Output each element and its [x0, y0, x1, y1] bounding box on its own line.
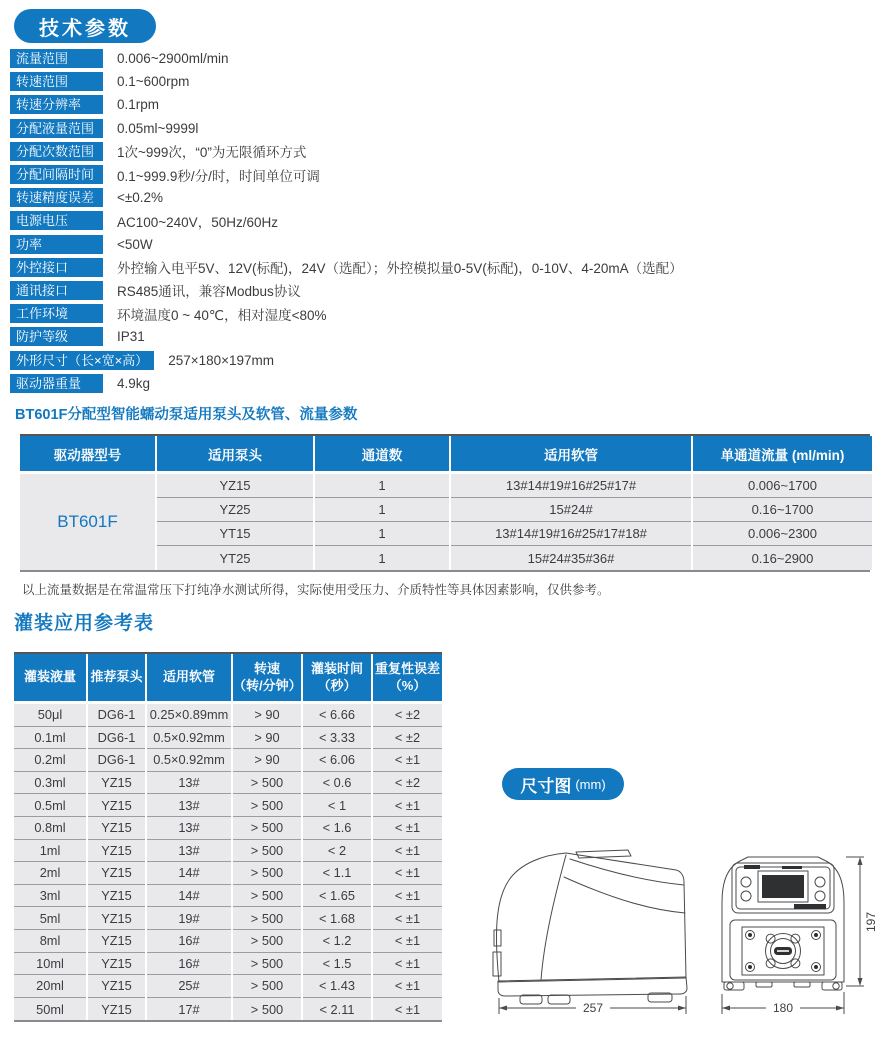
table-cell: 20ml: [14, 975, 86, 998]
table-cell: 0.5×0.92mm: [147, 727, 231, 750]
table-cell: < ±1: [373, 975, 442, 998]
spec-label: 分配次数范围: [10, 142, 103, 161]
table-cell: 13#14#19#16#25#17#18#: [451, 522, 691, 546]
table-cell: 0.25×0.89mm: [147, 704, 231, 727]
spec-label: 外控接口: [10, 258, 103, 277]
spec-row: [10, 325, 683, 348]
table-cell: 0.1ml: [14, 727, 86, 750]
table-cell: 2ml: [14, 862, 86, 885]
spec-value: 4.9kg: [117, 375, 151, 391]
spec-value: 0.05ml~9999l: [117, 120, 199, 136]
spec-value: IP31: [117, 329, 145, 345]
spec-row: [10, 256, 683, 279]
spec-row: [10, 209, 683, 232]
pump-table-title: BT601F分配型智能蠕动泵适用泵头及软管、流量参数: [15, 407, 358, 423]
spec-label: 工作环境: [10, 304, 103, 323]
spec-label: 分配液量范围: [10, 119, 103, 138]
spec-value: 0.1~600rpm: [117, 74, 190, 90]
table-cell: 13#: [147, 772, 231, 795]
spec-value: 外控输入电平5V、12V(标配)，24V（选配）；外控模拟量0-5V(标配)，0-10V、4-20mA（选配）: [117, 261, 683, 277]
table-cell: YT15: [157, 522, 313, 546]
table-cell: YZ15: [88, 794, 145, 817]
spec-value: <±0.2%: [117, 190, 164, 206]
spec-row: [10, 140, 683, 163]
table-cell: 0.006~2300: [693, 522, 872, 546]
spec-label: 分配间隔时间: [10, 165, 103, 184]
table-cell: YZ15: [88, 817, 145, 840]
filling-header: [88, 654, 145, 704]
filling-header: [233, 654, 301, 704]
spec-value: 257×180×197mm: [168, 352, 275, 368]
pump-dimension-svg: [480, 840, 885, 1040]
table-cell: < ±1: [373, 749, 442, 772]
table-cell: 13#: [147, 817, 231, 840]
table-cell: 5ml: [14, 907, 86, 930]
table-cell: < ±1: [373, 998, 442, 1021]
table-cell: DG6-1: [88, 727, 145, 750]
table-cell: 0.3ml: [14, 772, 86, 795]
spec-row: [10, 233, 683, 256]
table-cell: < ±2: [373, 772, 442, 795]
spec-value: RS485通讯，兼容Modbus协议: [117, 284, 301, 300]
dimensions-badge: [502, 768, 624, 800]
filling-header: [303, 654, 371, 704]
table-cell: 0.5ml: [14, 794, 86, 817]
table-cell: 50μl: [14, 704, 86, 727]
table-cell: YZ15: [88, 975, 145, 998]
dimensions-badge-label: 尺寸图: [520, 776, 572, 796]
table-cell: < 1.1: [303, 862, 371, 885]
table-cell: YT25: [157, 546, 313, 570]
spec-row: [10, 70, 683, 93]
table-cell: 0.2ml: [14, 749, 86, 772]
table-cell: YZ15: [88, 930, 145, 953]
table-cell: YZ15: [88, 953, 145, 976]
tech-params-badge: [14, 9, 156, 43]
table-cell: < 1.43: [303, 975, 371, 998]
spec-label: 外形尺寸（长×宽×高）: [10, 351, 154, 370]
pump-table-header: 单通道流量 (ml/min): [693, 436, 872, 474]
spec-row: [10, 93, 683, 116]
table-cell: 13#: [147, 840, 231, 863]
spec-value: 0.1~999.9秒/分/时，时间单位可调: [117, 168, 320, 184]
filling-header: [14, 654, 86, 704]
table-cell: 0.16~1700: [693, 498, 872, 522]
table-cell: < 6.66: [303, 704, 371, 727]
spec-row: [10, 163, 683, 186]
table-cell: > 90: [233, 727, 301, 750]
table-cell: < 2: [303, 840, 371, 863]
spec-label: 转速范围: [10, 72, 103, 91]
spec-value: 0.006~2900ml/min: [117, 51, 229, 67]
table-cell: < 1.2: [303, 930, 371, 953]
table-cell: > 500: [233, 862, 301, 885]
spec-label: 驱动器重量: [10, 374, 103, 393]
table-cell: 14#: [147, 862, 231, 885]
spec-label: 通讯接口: [10, 281, 103, 300]
table-cell: < ±1: [373, 817, 442, 840]
filling-header: [373, 654, 442, 704]
pump-table-header: 适用泵头: [157, 436, 313, 474]
spec-row: [10, 372, 683, 395]
table-cell: > 500: [233, 885, 301, 908]
tech-params-badge-label: 技术参数: [39, 17, 131, 40]
table-cell: 0.006~1700: [693, 474, 872, 498]
table-cell: YZ15: [88, 885, 145, 908]
table-cell: > 500: [233, 907, 301, 930]
spec-value: 1次~999次，“0”为无限循环方式: [117, 145, 307, 161]
table-cell: 15#24#: [451, 498, 691, 522]
spec-label: 电源电压: [10, 211, 103, 230]
table-cell: < ±2: [373, 727, 442, 750]
pump-table-header: 适用软管: [451, 436, 691, 474]
table-cell: > 500: [233, 998, 301, 1021]
table-cell: 13#: [147, 794, 231, 817]
front-width-label: 180: [772, 1001, 794, 1015]
filling-table: [14, 652, 442, 1022]
table-cell: < 1.6: [303, 817, 371, 840]
table-cell: 1ml: [14, 840, 86, 863]
table-cell: < ±1: [373, 953, 442, 976]
driver-model-cell: BT601F: [20, 474, 155, 570]
spec-label: 转速分辨率: [10, 95, 103, 114]
table-cell: YZ25: [157, 498, 313, 522]
header-line: 转速: [253, 660, 280, 676]
height-dimension: [846, 857, 864, 986]
table-cell: 1: [315, 522, 449, 546]
table-cell: 16#: [147, 953, 231, 976]
table-cell: 13#14#19#16#25#17#: [451, 474, 691, 498]
dimension-drawings: [480, 840, 885, 1045]
table-cell: > 500: [233, 772, 301, 795]
table-cell: > 90: [233, 704, 301, 727]
header-line: （秒）: [317, 677, 357, 693]
header-line: （%）: [388, 677, 427, 693]
pump-table-header: 驱动器型号: [20, 436, 155, 474]
table-cell: 1: [315, 498, 449, 522]
spec-row: [10, 117, 683, 140]
table-cell: YZ15: [88, 840, 145, 863]
spec-list: [10, 47, 683, 395]
table-cell: < 0.6: [303, 772, 371, 795]
spec-value: AC100~240V，50Hz/60Hz: [117, 214, 278, 230]
table-cell: 0.8ml: [14, 817, 86, 840]
table-cell: < 1.5: [303, 953, 371, 976]
table-cell: > 500: [233, 840, 301, 863]
table-cell: < 1.68: [303, 907, 371, 930]
table-cell: > 500: [233, 794, 301, 817]
table-cell: 8ml: [14, 930, 86, 953]
table-cell: DG6-1: [88, 704, 145, 727]
table-cell: YZ15: [88, 862, 145, 885]
header-line: 灌装时间: [310, 660, 363, 676]
table-cell: < 2.11: [303, 998, 371, 1021]
table-cell: < ±1: [373, 840, 442, 863]
filling-header: [147, 654, 231, 704]
table-cell: YZ15: [88, 772, 145, 795]
table-cell: YZ15: [88, 907, 145, 930]
spec-row: [10, 279, 683, 302]
table-cell: 25#: [147, 975, 231, 998]
header-line: 灌装液量: [23, 669, 76, 685]
table-cell: < ±1: [373, 930, 442, 953]
spec-label: 功率: [10, 235, 103, 254]
header-line: 适用软管: [162, 669, 215, 685]
table-cell: 14#: [147, 885, 231, 908]
table-cell: DG6-1: [88, 749, 145, 772]
table-cell: 0.5×0.92mm: [147, 749, 231, 772]
spec-value: 0.1rpm: [117, 97, 160, 113]
spec-row: [10, 302, 683, 325]
table-cell: < 6.06: [303, 749, 371, 772]
table-cell: 50ml: [14, 998, 86, 1021]
dimensions-badge-unit: (mm): [575, 776, 606, 792]
header-line: （转/分钟）: [233, 677, 302, 693]
table-cell: > 500: [233, 930, 301, 953]
header-line: 重复性误差: [374, 660, 440, 676]
spec-value: <50W: [117, 236, 153, 252]
table-cell: 16#: [147, 930, 231, 953]
header-line: 推荐泵头: [90, 669, 143, 685]
table-cell: YZ15: [88, 998, 145, 1021]
spec-row: [10, 47, 683, 70]
table-cell: < 3.33: [303, 727, 371, 750]
table-cell: > 90: [233, 749, 301, 772]
table-cell: < 1: [303, 794, 371, 817]
table-cell: 15#24#35#36#: [451, 546, 691, 570]
table-cell: < 1.65: [303, 885, 371, 908]
height-label: 197: [864, 911, 878, 933]
table-cell: < ±1: [373, 885, 442, 908]
table-cell: > 500: [233, 953, 301, 976]
pump-table-header: 通道数: [315, 436, 449, 474]
spec-value: 环境温度0 ~ 40℃，相对湿度<80%: [117, 307, 327, 323]
front-view-drawing: [722, 857, 844, 990]
table-cell: 17#: [147, 998, 231, 1021]
table-cell: 19#: [147, 907, 231, 930]
pump-table-note: 以上流量数据是在常温常压下打纯净水测试所得，实际使用受压力、介质特性等具体因素影响，仅供参考。: [22, 583, 610, 597]
spec-row: [10, 348, 683, 371]
table-cell: 3ml: [14, 885, 86, 908]
spec-row: [10, 186, 683, 209]
filling-table-title: 灌装应用参考表: [14, 613, 155, 634]
table-cell: 1: [315, 546, 449, 570]
spec-label: 防护等级: [10, 327, 103, 346]
table-cell: YZ15: [157, 474, 313, 498]
table-cell: < ±2: [373, 704, 442, 727]
table-cell: < ±1: [373, 862, 442, 885]
table-cell: 1: [315, 474, 449, 498]
table-cell: 0.16~2900: [693, 546, 872, 570]
table-cell: > 500: [233, 817, 301, 840]
side-view-drawing: [493, 850, 687, 1004]
pump-table: [20, 434, 870, 572]
table-cell: 10ml: [14, 953, 86, 976]
spec-label: 转速精度误差: [10, 188, 103, 207]
table-cell: < ±1: [373, 907, 442, 930]
spec-label: 流量范围: [10, 49, 103, 68]
side-width-label: 257: [582, 1001, 604, 1015]
table-cell: > 500: [233, 975, 301, 998]
table-cell: < ±1: [373, 794, 442, 817]
